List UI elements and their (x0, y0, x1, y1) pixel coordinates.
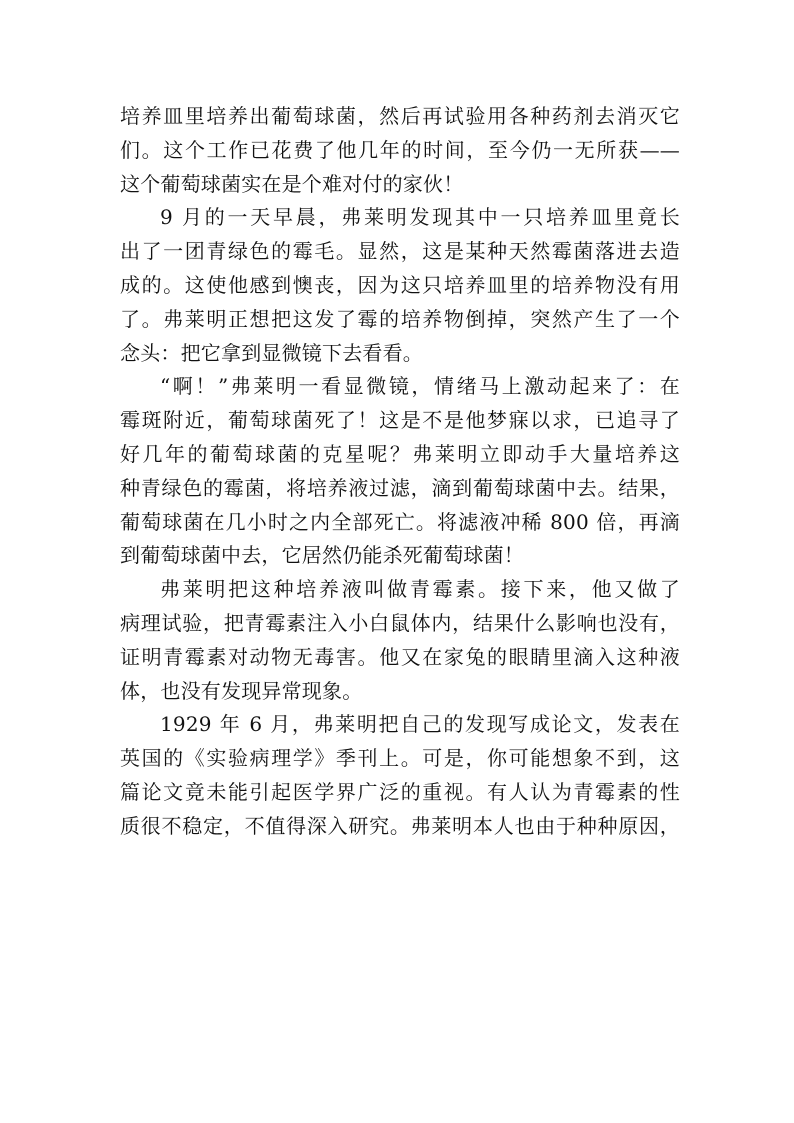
text-line: 们。这个工作已花费了他几年的时间，至今仍一无所获—— (120, 137, 680, 162)
text-line: 了。弗莱明正想把这发了霉的培养物倒掉，突然产生了一个 (120, 306, 680, 331)
text-line: 霉斑附近，葡萄球菌死了！这是不是他梦寐以求，已追寻了 (120, 408, 680, 433)
text-line: 葡萄球菌在几小时之内全部死亡。将滤液冲稀 800 倍，再滴 (120, 509, 680, 534)
text-line: 培养皿里培养出葡萄球菌，然后再试验用各种药剂去消灭它 (120, 104, 680, 128)
text-line: 质很不稳定，不值得深入研究。弗莱明本人也由于种种原因， (120, 813, 680, 838)
text-line: 念头：把它拿到显微镜下去看看。 (120, 340, 423, 365)
text-line: 病理试验，把青霉素注入小白鼠体内，结果什么影响也没有， (120, 610, 680, 635)
body-text (120, 100, 680, 844)
text-line: 体，也没有发现异常现象。 (120, 678, 363, 703)
text-line: 证明青霉素对动物无毒害。他又在家兔的眼睛里滴入这种液 (120, 644, 680, 669)
text-line: 到葡萄球菌中去，它居然仍能杀死葡萄球菌！ (120, 543, 524, 568)
text-line: 英国的《实验病理学》季刊上。可是，你可能想象不到，这 (120, 746, 680, 771)
text-line: 成的。这使他感到懊丧，因为这只培养皿里的培养物没有用 (120, 272, 680, 297)
paragraph-first-line: 弗莱明把这种培养液叫做青霉素。接下来，他又做了 (160, 577, 680, 602)
text-line: 篇论文竟未能引起医学界广泛的重视。有人认为青霉素的性 (120, 779, 680, 804)
paragraph-first-line: “啊！”弗莱明一看显微镜，情绪马上激动起来了：在 (160, 374, 680, 399)
text-line: 出了一团青绿色的霉毛。显然，这是某种天然霉菌落进去造 (120, 239, 680, 264)
paragraph-first-line: 1929 年 6 月，弗莱明把自己的发现写成论文，发表在 (160, 712, 680, 737)
text-line: 种青绿色的霉菌，将培养液过滤，滴到葡萄球菌中去。结果， (120, 475, 680, 500)
text-line: 这个葡萄球菌实在是个难对付的家伙！ (120, 171, 464, 196)
paragraph-first-line: 9 月的一天早晨，弗莱明发现其中一只培养皿里竟长 (160, 205, 680, 230)
text-line: 好几年的葡萄球菌的克星呢？弗莱明立即动手大量培养这 (120, 441, 680, 466)
